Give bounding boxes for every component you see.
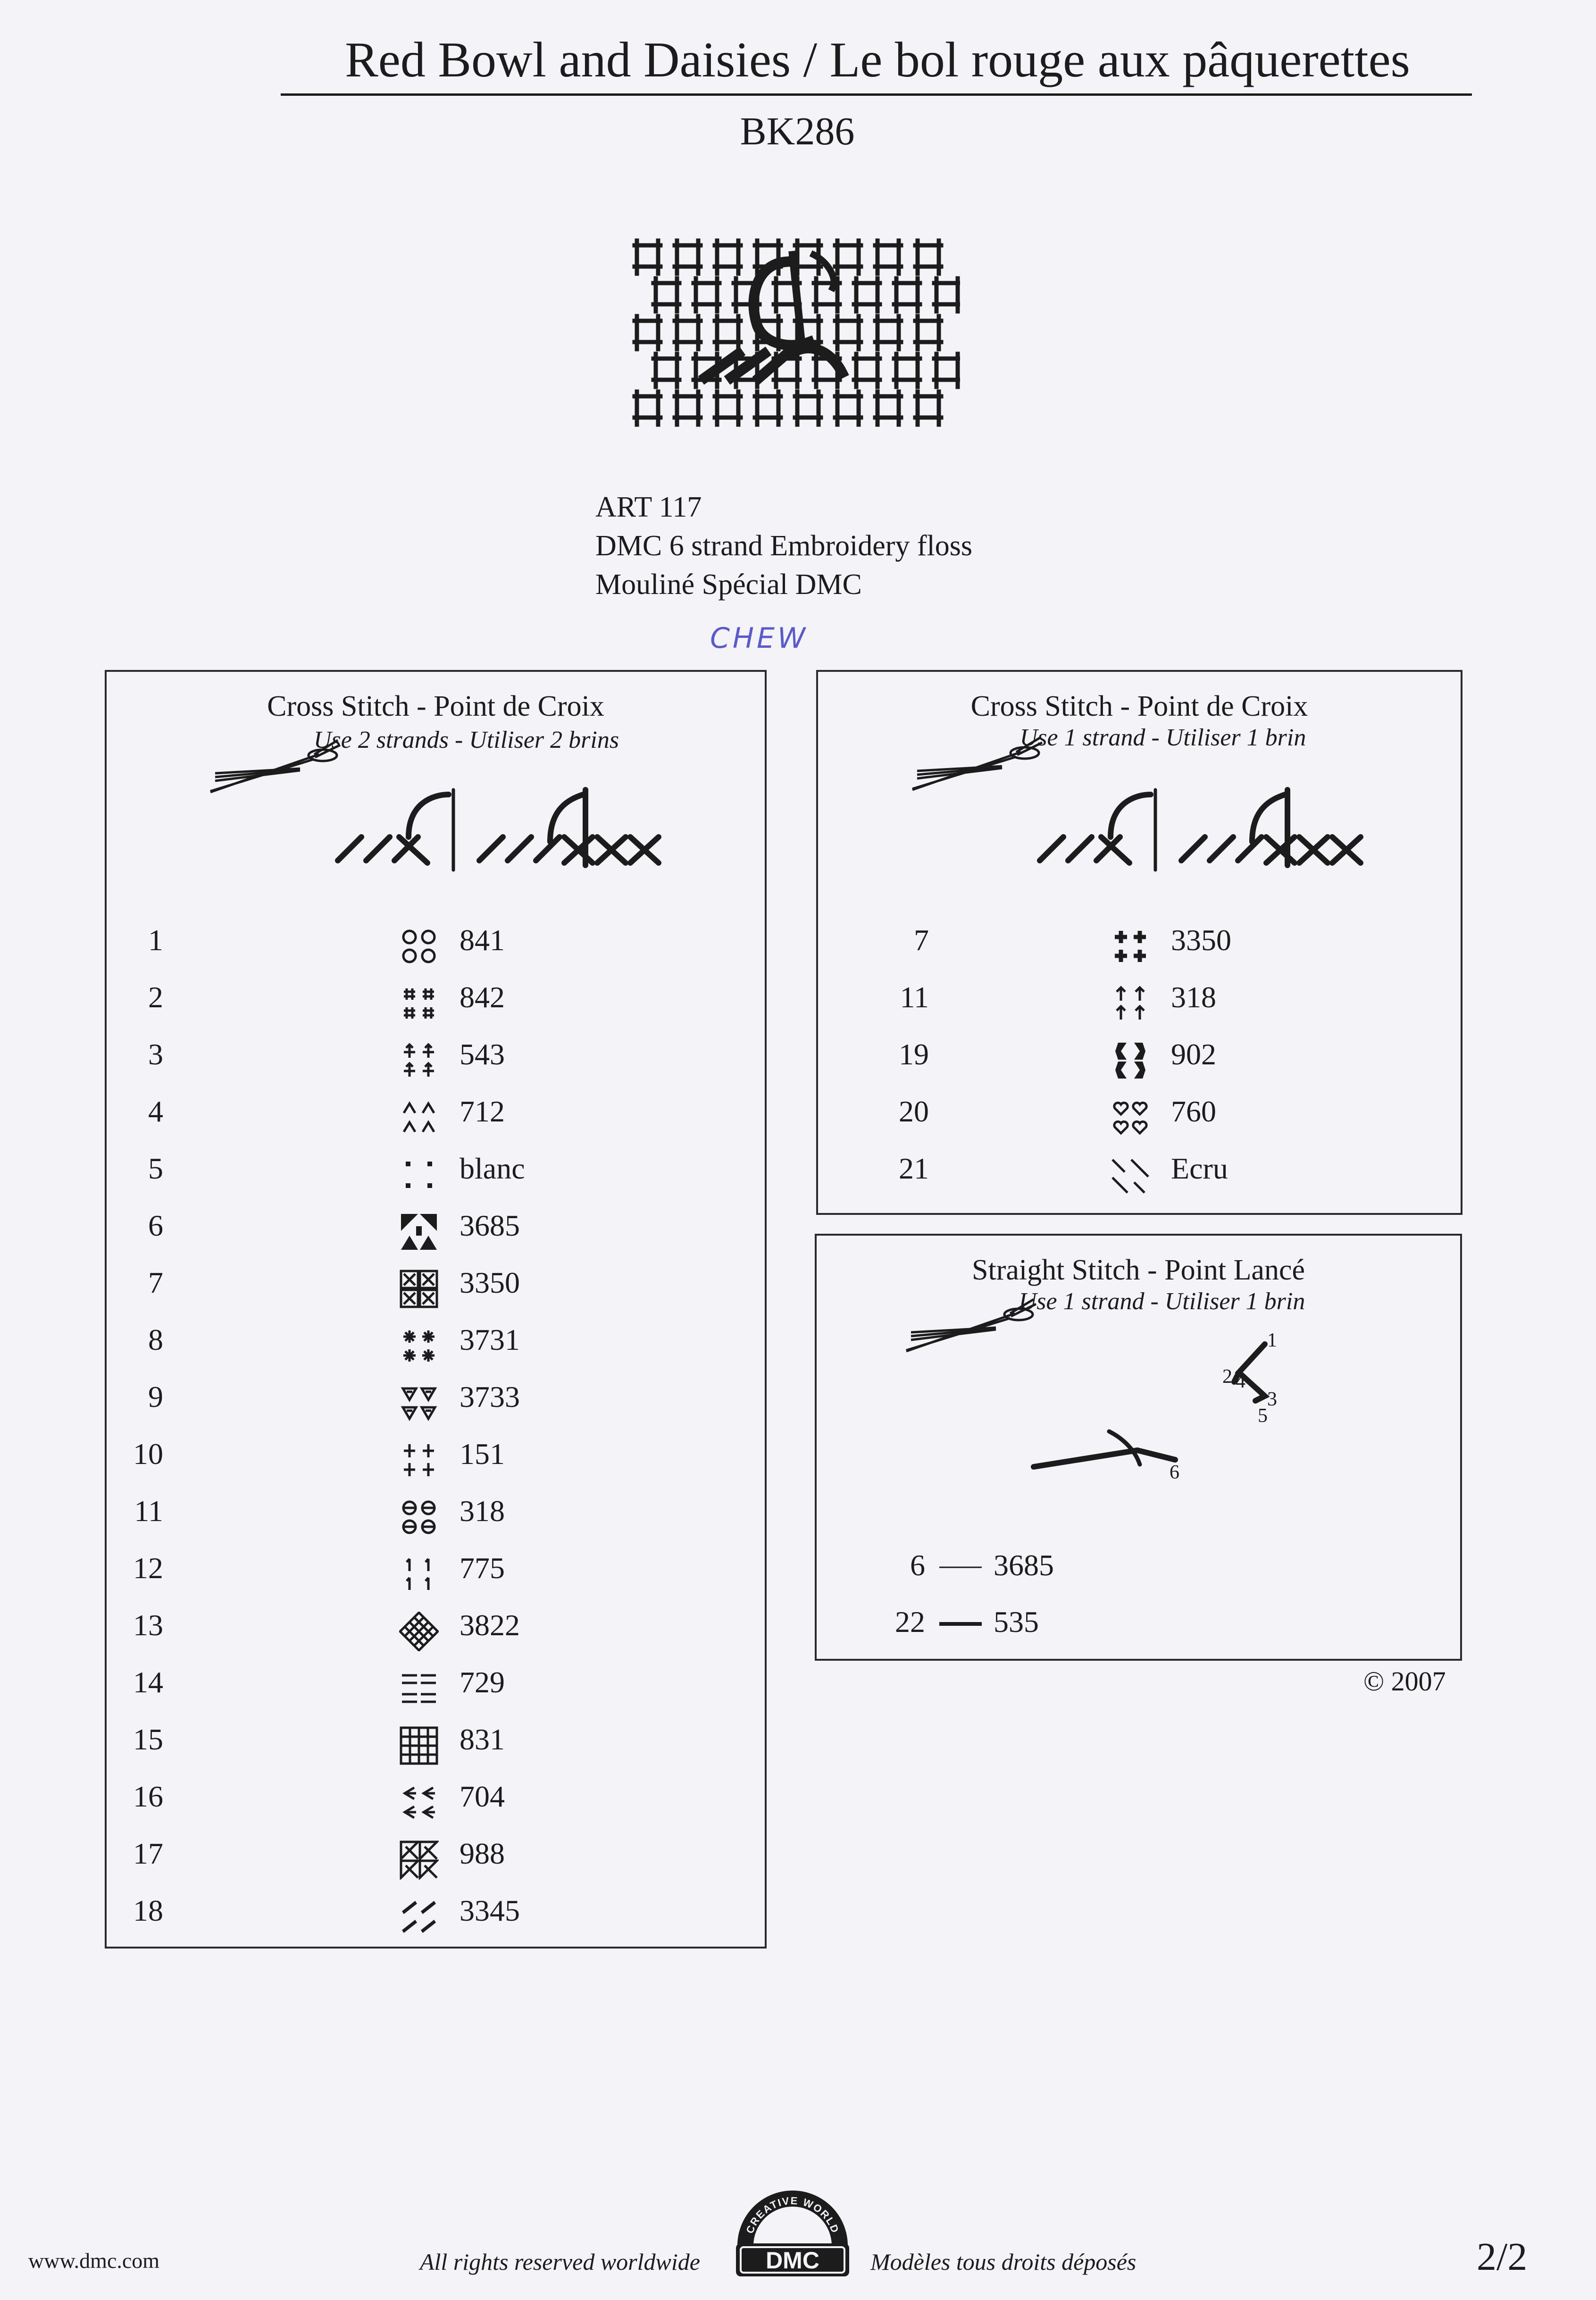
four-up-arrows-icon	[1111, 984, 1150, 1023]
legend-row	[818, 1146, 1431, 1193]
legend-row	[107, 1602, 720, 1649]
copyright: © 2007	[1363, 1666, 1446, 1697]
box-subtitle: Use 1 strand - Utiliser 1 brin	[1019, 1288, 1305, 1315]
four-carets-icon	[399, 1098, 439, 1137]
box-title: Cross Stitch - Point de Croix	[970, 690, 1308, 722]
legend-row	[107, 1431, 720, 1478]
legend-number: 4	[148, 1095, 163, 1128]
legend-row	[818, 1088, 1431, 1136]
legend-row	[107, 1374, 720, 1421]
four-hashes-icon	[399, 984, 439, 1023]
legend-number: 2	[148, 980, 163, 1014]
legend-row	[818, 1031, 1431, 1079]
needle-icon	[206, 736, 347, 797]
box-subtitle: Use 2 strands - Utiliser 2 brins	[313, 727, 619, 753]
legend-number: 7	[148, 1266, 163, 1299]
four-arrow-plus-icon	[399, 1041, 439, 1080]
legend-row	[107, 917, 720, 964]
legend-number: 1	[148, 923, 163, 957]
floss-code: 841	[460, 923, 505, 957]
four-plus-icon	[399, 1440, 439, 1480]
floss-code: 712	[460, 1095, 505, 1128]
cross-stitch-diagram-icon	[1030, 766, 1408, 875]
floss-code: 760	[1171, 1095, 1216, 1128]
floss-code: 729	[460, 1665, 505, 1699]
grid-boxes-icon	[399, 1726, 439, 1765]
legend-number: 10	[133, 1437, 163, 1471]
legend-number: 13	[133, 1608, 163, 1642]
double-lines-icon	[399, 1669, 439, 1708]
legend-row	[107, 1146, 720, 1193]
legend-number: 9	[148, 1380, 163, 1413]
needle-weave-icon	[630, 236, 960, 443]
product-art: ART 117	[595, 491, 702, 523]
floss-code: 3822	[460, 1608, 520, 1642]
floss-code: Ecru	[1171, 1152, 1228, 1185]
legend-number: 21	[899, 1152, 929, 1185]
legend-number: 15	[133, 1723, 163, 1756]
legend-number: 11	[134, 1494, 163, 1528]
legend-number: 17	[133, 1837, 163, 1870]
diagram-label: 2	[1222, 1366, 1232, 1388]
page-title: Red Bowl and Daisies / Le bol rouge aux pâquerettes	[345, 32, 1410, 87]
half-triangles-icon	[399, 1840, 439, 1880]
title-underline	[281, 93, 1472, 96]
legend-row	[107, 1088, 720, 1136]
floss-code: 842	[460, 980, 505, 1014]
rights-french: Modèles tous droits déposés	[870, 2249, 1136, 2275]
straight-stitch-diagram	[1029, 1330, 1359, 1486]
legend-number: 6	[910, 1548, 925, 1582]
legend-row	[107, 1317, 720, 1364]
legend-number: 12	[133, 1551, 163, 1585]
four-slashes-icon	[399, 1897, 439, 1937]
cross-stitch-diagram-icon	[328, 766, 706, 875]
solid-triangles-icon	[399, 1212, 439, 1252]
four-dots-icon	[399, 1155, 439, 1195]
diagram-label: 3	[1267, 1388, 1277, 1410]
four-theta-icon	[399, 1497, 439, 1537]
four-left-arrows-icon	[399, 1783, 439, 1823]
footer-url[interactable]: www.dmc.com	[28, 2249, 160, 2273]
legend-row	[818, 974, 1431, 1021]
floss-code: 988	[460, 1837, 505, 1870]
floss-code: 3685	[460, 1209, 520, 1242]
legend-row	[817, 1599, 1430, 1646]
legend-number: 14	[133, 1665, 163, 1699]
legend-row	[107, 1488, 720, 1535]
straight-stitch-box	[815, 1234, 1462, 1661]
legend-row	[107, 974, 720, 1021]
legend-row	[818, 917, 1431, 964]
legend-row	[107, 1659, 720, 1706]
floss-code: blanc	[460, 1152, 525, 1185]
floss-code: 831	[460, 1723, 505, 1756]
thick-line-icon	[937, 1612, 984, 1636]
legend-number: 18	[133, 1894, 163, 1927]
product-floss: DMC 6 strand Embroidery floss	[595, 530, 973, 562]
four-hearts-icon	[1111, 1098, 1150, 1137]
legend-row	[107, 1888, 720, 1935]
four-down-triangles-icon	[399, 1383, 439, 1423]
legend-row	[107, 1773, 720, 1821]
legend-number: 16	[133, 1780, 163, 1813]
rights-english: All rights reserved worldwide	[420, 2249, 700, 2275]
box-title: Cross Stitch - Point de Croix	[267, 690, 604, 722]
thin-line-icon	[937, 1556, 984, 1579]
needle-icon	[902, 1295, 1043, 1356]
floss-code: 318	[1171, 980, 1216, 1014]
diagram-label: 1	[1267, 1330, 1277, 1351]
boxed-crosses-icon	[399, 1269, 439, 1309]
floss-code: 775	[460, 1551, 505, 1585]
legend-row	[107, 1716, 720, 1764]
floss-code: 3350	[1171, 923, 1231, 957]
legend-row	[107, 1545, 720, 1592]
floss-code: 151	[460, 1437, 505, 1471]
floss-code: 3733	[460, 1380, 520, 1413]
pattern-code: BK286	[740, 109, 855, 153]
cross-stitch-1-strand-box	[816, 670, 1462, 1215]
legend-number: 11	[900, 980, 929, 1014]
legend-row	[107, 1260, 720, 1307]
diagram-label: 6	[1170, 1462, 1179, 1483]
needle-icon	[908, 733, 1049, 795]
legend-row	[107, 1031, 720, 1079]
lattice-diamond-icon	[399, 1612, 439, 1651]
floss-code: 902	[1171, 1037, 1216, 1071]
floss-code: 3345	[460, 1894, 520, 1927]
legend-number: 6	[148, 1209, 163, 1242]
product-mouline: Mouliné Spécial DMC	[595, 569, 862, 601]
box-title: Straight Stitch - Point Lancé	[971, 1254, 1305, 1286]
legend-number: 5	[148, 1152, 163, 1185]
box-subtitle: Use 1 strand - Utiliser 1 brin	[1019, 724, 1306, 751]
solid-brackets-icon	[1111, 1041, 1150, 1080]
floss-code: 535	[994, 1605, 1039, 1639]
legend-number: 7	[914, 923, 929, 957]
cross-stitch-2-strands-box	[105, 670, 767, 1949]
svg-text:DMC: DMC	[766, 2247, 819, 2274]
handwritten-note: CHEW	[710, 622, 809, 655]
svg-text:CREATIVE WORLD: CREATIVE WORLD	[744, 2194, 842, 2235]
legend-number: 20	[899, 1095, 929, 1128]
floss-code: 3350	[460, 1266, 520, 1299]
legend-number: 3	[148, 1037, 163, 1071]
diagram-label: 4	[1236, 1371, 1245, 1392]
floss-code: 3731	[460, 1323, 520, 1356]
floss-code: 318	[460, 1494, 505, 1528]
four-circles-icon	[399, 927, 439, 966]
diagonal-dashes-icon	[1111, 1155, 1150, 1195]
dmc-logo-icon	[727, 2189, 859, 2279]
bold-plus-icon	[1111, 927, 1150, 966]
legend-row	[107, 1203, 720, 1250]
legend-row	[817, 1542, 1430, 1589]
legend-number: 22	[895, 1605, 925, 1639]
legend-number: 19	[899, 1037, 929, 1071]
diagram-label: 5	[1258, 1405, 1268, 1427]
floss-code: 543	[460, 1037, 505, 1071]
four-asterisks-icon	[399, 1326, 439, 1366]
page-number: 2/2	[1477, 2235, 1528, 2279]
four-short-bars-icon	[399, 1555, 439, 1594]
floss-code: 704	[460, 1780, 505, 1813]
floss-code: 3685	[994, 1548, 1054, 1582]
legend-number: 8	[148, 1323, 163, 1356]
legend-row	[107, 1831, 720, 1878]
